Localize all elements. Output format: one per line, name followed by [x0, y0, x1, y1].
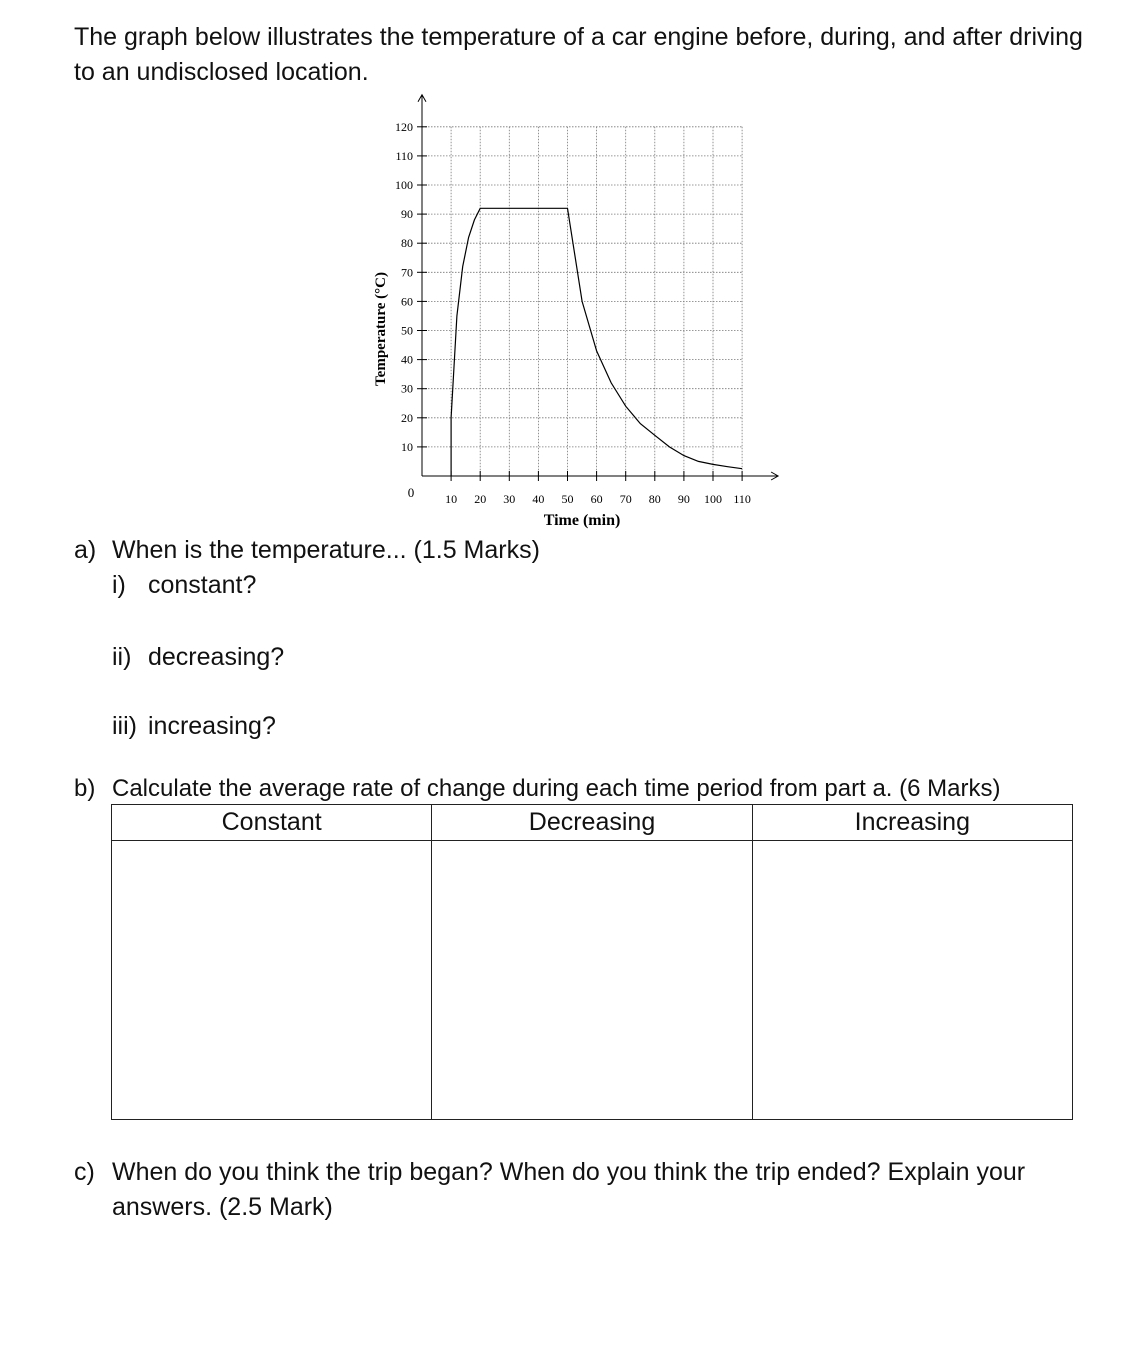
x-tick-label-20: 20: [474, 492, 487, 506]
answer-cell-decreasing[interactable]: [432, 841, 752, 1120]
x-tick-label-40: 40: [532, 492, 545, 506]
y-axis-label: Temperature (°C): [373, 272, 389, 386]
question-b: [74, 771, 1000, 806]
question-a-part-ii: [112, 640, 284, 675]
chart-ticks: [395, 120, 751, 506]
header-increasing: Increasing: [752, 805, 1072, 841]
y-tick-label-100: 100: [395, 178, 413, 192]
y-tick-label-60: 60: [401, 294, 413, 309]
x-tick-label-50: 50: [561, 492, 574, 506]
x-tick-label-110: 110: [733, 492, 751, 506]
x-tick-label-10: 10: [445, 492, 458, 506]
question-a-text: When is the temperature... (1.5 Marks): [112, 536, 540, 564]
y-tick-label-80: 80: [401, 236, 413, 251]
question-b-label: b): [74, 775, 96, 802]
chart-axes: [418, 95, 778, 480]
question-c-text: When do you think the trip began? When do you think the trip ended? Explain your answers. (2.5 Mark): [112, 1158, 1026, 1221]
x-tick-label-30: 30: [503, 492, 516, 506]
part-iii-text: increasing?: [148, 712, 276, 740]
y-tick-label-120: 120: [395, 119, 413, 134]
question-c-label: c): [74, 1158, 95, 1186]
x-axis-label: Time (min): [543, 512, 621, 529]
y-tick-label-50: 50: [401, 323, 413, 338]
y-tick-label-30: 30: [401, 381, 413, 396]
question-a-part-i: [112, 568, 256, 603]
x-tick-label-70: 70: [619, 492, 632, 506]
y-tick-label-20: 20: [401, 410, 413, 425]
header-constant: Constant: [112, 805, 432, 841]
rate-of-change-table: [111, 804, 1073, 1120]
y-tick-label-110: 110: [395, 148, 413, 163]
part-iii-label: iii): [112, 712, 137, 740]
question-a-part-iii: [112, 709, 276, 744]
x-tick-label-100: 100: [704, 492, 722, 506]
question-a: [74, 533, 540, 568]
x-tick-label-60: 60: [590, 492, 603, 506]
intro-text: The graph below illustrates the temperature of a car engine before, during, and after driving to an undisclosed location.: [74, 23, 1083, 86]
header-decreasing: Decreasing: [432, 805, 752, 841]
x-tick-label-80: 80: [648, 492, 661, 506]
answer-cell-constant[interactable]: [112, 841, 432, 1120]
question-c: [74, 1155, 1074, 1225]
table-header-row: [112, 805, 1073, 841]
question-a-label: a): [74, 536, 97, 564]
part-ii-label: ii): [112, 643, 132, 671]
y-tick-label-90: 90: [401, 207, 413, 222]
answer-row: [112, 841, 1073, 1120]
y-tick-label-10: 10: [401, 439, 413, 454]
part-i-text: constant?: [148, 571, 257, 599]
part-i-label: i): [112, 571, 126, 599]
y-tick-label-40: 40: [401, 352, 413, 367]
origin-label: 0: [407, 485, 415, 500]
temperature-chart: [360, 86, 800, 536]
y-tick-label-70: 70: [401, 265, 413, 280]
answer-cell-increasing[interactable]: [752, 841, 1072, 1120]
part-ii-text: decreasing?: [148, 643, 285, 671]
x-tick-label-90: 90: [677, 492, 690, 506]
question-b-text: Calculate the average rate of change during each time period from part a. (6 Marks): [112, 775, 1001, 802]
